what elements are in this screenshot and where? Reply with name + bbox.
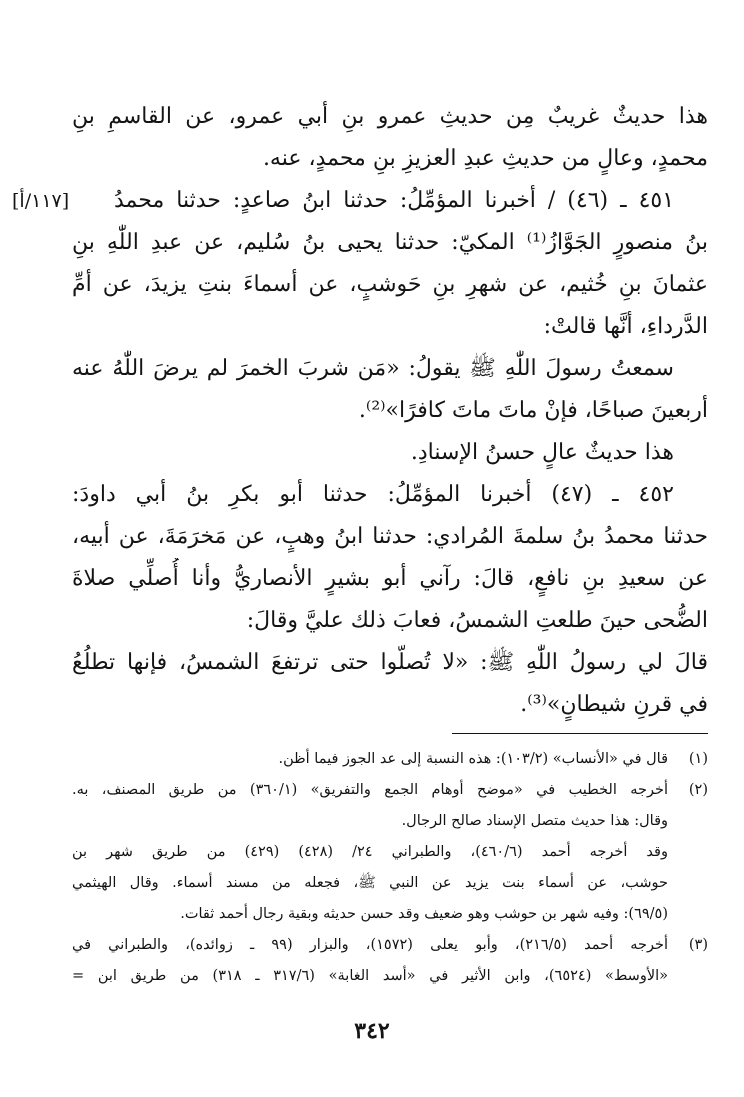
footnote-text: قال في «الأنساب» (١٠٣/٢): هذه النسبة إلى عد الجوز فيما أظن. bbox=[278, 751, 668, 767]
footnote-3 bbox=[72, 930, 708, 961]
footnote-number: (١) bbox=[688, 751, 708, 767]
hadith-heading-451: ٤٥١ ـ (٤٦) / أخبرنا المؤمِّلُ: حدثنا ابنُ صاعدٍ: حدثنا محمدُ bbox=[114, 188, 675, 213]
footnote-text: أخرجه أحمد (٢١٦/٥)، وأبو يعلى (١٥٧٢)، والبزار (٩٩ ـ زوائده)، والطبراني في bbox=[72, 937, 668, 953]
footnote-text: وقال: هذا حديث متصل الإسناد صالح الرجال. bbox=[401, 813, 668, 829]
text-line: الضُّحى حينَ طلعتِ الشمسُ، فعابَ ذلك عليَّ وقالَ: bbox=[246, 608, 708, 633]
footnote-divider bbox=[452, 733, 708, 734]
text-line: عن سعيدِ بنِ نافعٍ، قالَ: رآني أبو بشيرٍ الأنصاريُّ وأنا أُصلِّي صلاةَ bbox=[72, 566, 708, 591]
text-line: الدَّرداءِ، أنَّها قالتْ: bbox=[543, 314, 708, 339]
footnote-number: (٢) bbox=[688, 782, 708, 798]
text-line: قالَ لي رسولُ اللّٰهِ ﷺ: «لا تُصلّوا حتى ترتفعَ الشمسُ، فإنها تطلُعُ bbox=[72, 650, 708, 675]
hadith-heading-452: ٤٥٢ ـ (٤٧) أخبرنا المؤمِّلُ: حدثنا أبو بكرِ بنُ أبي داودَ: bbox=[72, 482, 674, 507]
footnote-2 bbox=[72, 775, 708, 806]
text-line: حدثنا محمدُ بنُ سلمةَ المُرادي: حدثنا ابنُ وهبٍ، عن مَخرَمَةَ، عن أبيه، bbox=[72, 524, 708, 549]
manuscript-folio-reference: [١١٧/أ] bbox=[12, 190, 70, 212]
footnote-text: «الأوسط» (٦٥٢٤)، وابن الأثير في «أسد الغابة» (٣١٧/٦ ـ ٣١٨) من طريق ابن = bbox=[72, 968, 669, 984]
text-line: محمدٍ، وعالٍ من حديثِ عبدِ العزيزِ بنِ محمدٍ، عنه. bbox=[262, 146, 708, 171]
footnotes bbox=[72, 744, 708, 992]
text-line: هذا حديثٌ عالٍ حسنُ الإسنادِ. bbox=[410, 440, 674, 465]
footnote-text: (٦٩/٥): وفيه شهر بن حوشب وهو ضعيف وقد حسن حديثه وبقية رجال أحمد ثقات. bbox=[180, 906, 668, 922]
text-line: سمعتُ رسولَ اللّٰهِ ﷺ يقولُ: «مَن شربَ الخمرَ لم يرضَ اللّٰهُ عنه bbox=[72, 356, 674, 381]
footnote-1 bbox=[72, 744, 708, 775]
text-line: بنُ منصورٍ الجَوَّازُ⁽¹⁾ المكيّ: حدثنا يحيى بنُ سُليم، عن عبدِ اللّٰهِ بنِ bbox=[72, 230, 708, 255]
page-number: ٣٤٢ bbox=[354, 1018, 390, 1044]
main-text bbox=[72, 96, 708, 726]
footnote-text: وقد أخرجه أحمد (٤٦٠/٦)، والطبراني ٢٤/ (٤٢٨) (٤٢٩) من طريق شهر بن bbox=[72, 844, 668, 860]
text-line: في قرنِ شيطانٍ»⁽³⁾. bbox=[520, 692, 708, 717]
text-line: عثمانَ بنِ خُثيم، عن شهرِ بنِ حَوشبٍ، عن أسماءَ بنتِ يزيدَ، عن أمِّ bbox=[72, 272, 708, 297]
footnote-text: أخرجه الخطيب في «موضح أوهام الجمع والتفريق» (٣٦٠/١) من طريق المصنف، به. bbox=[72, 782, 668, 798]
text-line: هذا حديثٌ غريبٌ مِن حديثِ عمرو بنِ أبي عمرو، عن القاسمِ بنِ bbox=[72, 104, 708, 129]
text-line: أربعينَ صباحًا، فإنْ ماتَ ماتَ كافرًا»⁽²⁾. bbox=[358, 398, 708, 423]
footnote-text: حوشب، عن أسماء بنت يزيد عن النبي ﷺ، فجعله من مسند أسماء. وقال الهيثمي bbox=[72, 875, 668, 891]
footnote-number: (٣) bbox=[688, 937, 708, 953]
